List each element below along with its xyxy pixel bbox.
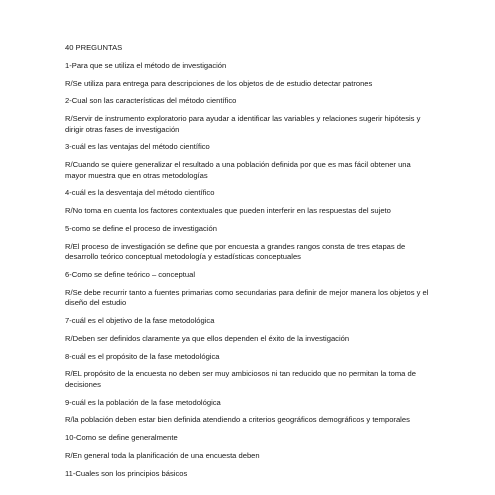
answer-8: R/EL propósito de la encuesta no deben ser muy ambiciosos ni tan reducido que no permitan la toma de decisiones	[65, 369, 416, 389]
answer-7: R/Deben ser definidos claramente ya que ellos dependen el éxito de la investigación	[65, 333, 350, 343]
question-7: 7-cuál es el objetivo de la fase metodológica	[65, 315, 215, 325]
answer-2: R/Servir de instrumento exploratorio para ayudar a identificar las variables y relaciones sugerir hipótesis y dirigir otras fases de investigación	[65, 114, 421, 134]
question-6: 6-Como se define teórico – conceptual	[65, 269, 196, 279]
question-4: 4-cuál es la desventaja del método científico	[65, 188, 215, 198]
question-10: 10-Como se define generalmente	[65, 433, 178, 443]
question-5: 5-como se define el proceso de investigación	[65, 223, 217, 233]
question-11: 11-Cuales son los principios básicos	[65, 468, 188, 478]
answer-10: R/En general toda la planificación de una encuesta deben	[65, 450, 260, 460]
question-1: 1-Para que se utiliza el método de investigación	[65, 60, 227, 70]
answer-5: R/El proceso de investigación se define que por encuesta a grandes rangos consta de tres etapas de desarrollo teórico conceptual metodología y estadísticas conceptuales	[65, 241, 406, 262]
question-9: 9-cuál es la población de la fase metodológica	[65, 397, 221, 407]
document-title: 40 PREGUNTAS	[65, 43, 123, 52]
question-2: 2-Cual son las características del método científico	[65, 96, 237, 106]
question-3: 3-cuál es las ventajas del método científico	[65, 142, 210, 152]
answer-6: R/Se debe recurrir tanto a fuentes primarias como secundarias para definir de mejor manera los objetos y el diseño del estudio	[65, 287, 429, 308]
answer-3: R/Cuando se quiere generalizar el resultado a una población definida por que es mas fácil obtener una mayor muestra que en otras metodologías	[65, 160, 411, 180]
question-8: 8-cuál es el propósito de la fase metodológica	[65, 351, 220, 361]
answer-9: R/la población deben estar bien definida atendiendo a criterios geográficos demográficos y temporales	[65, 415, 410, 425]
answer-1: R/Se utiliza para entrega para descripciones de los objetos de de estudio detectar patrones	[65, 78, 373, 88]
answer-4: R/No toma en cuenta los factores contextuales que pueden interferir en las respuestas del sujeto	[65, 206, 391, 216]
